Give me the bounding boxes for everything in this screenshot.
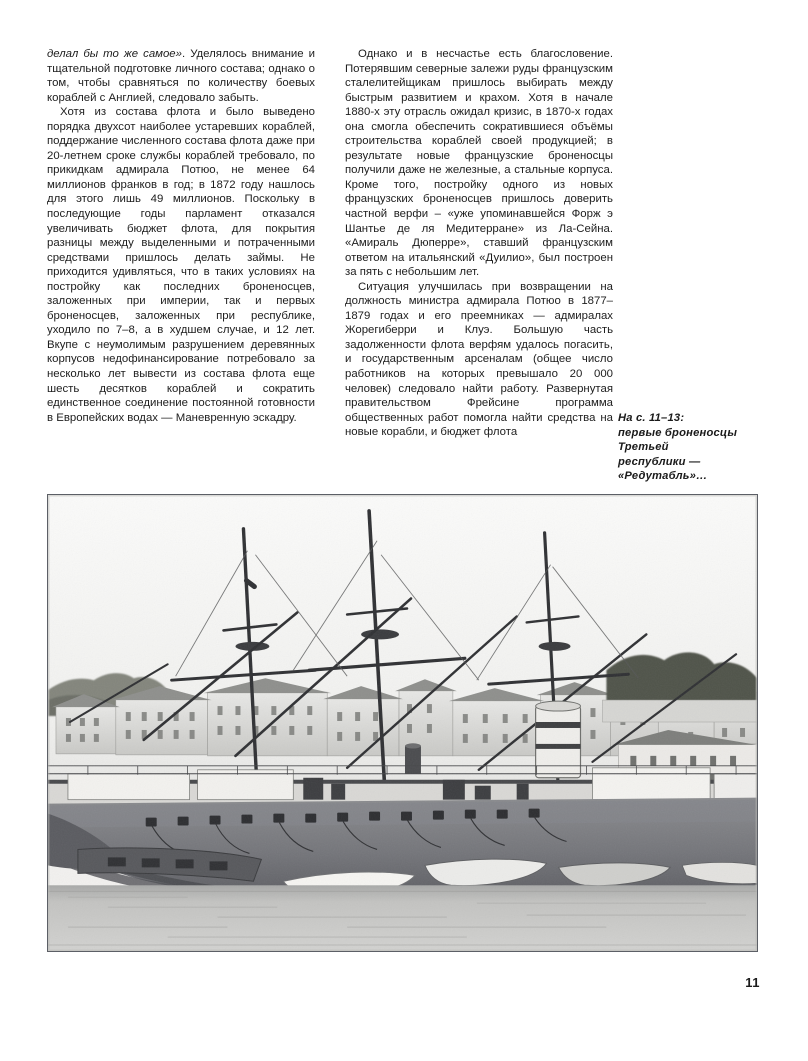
paragraph: Хотя из состава флота и было выведено порядка двухсот наиболее устаревших кораблей, поддержание численного состава флота даже при 20-летнем сроке службы кораблей требовало, по прикидкам адмирала Потюо, не менее 64 миллионов франков в год; в 1872 году нашлось для этого лишь 49 миллионов. Поскольку в последующие годы парламент отказался увеличивать бюджет флота, для покрытия разницы между выделенными и потраченными средствами пришлось делать займы. Не приходится удивляться, что в таких условиях на постройку как последних броненосцев, заложенных при империи, так и первых броненосцев, заложенных при республике, уходило по 7–8, а в худшем случае, и 12 лет. Вкупе с неумолимым разрушением деревянных корпусов недофинансирование потребовало за несколько лет вывести из состава флота еще шесть десятков кораблей и сократить единственное соединение постоянной готовности в Европейских водах — Маневренную эскадру. [47,106,315,424]
page-number: 11 [745,975,760,990]
paragraph: Ситуация улучшилась при возвращении на должность министра адмирала Потюо в 1877–1879 годах и его преемниках — адмиралах Жорегиберри и Клуэ. Большую часть задолженности флота верфям удалось погасить, и государственным арсеналам (общее число работников на которых превышало 20 000 человек) следовало найти работу. Развернутая правительством Фрейсине программа общественных работ помогла найти средства на новые корабли, и бюджет флота [345,280,613,439]
caption-line: Третьей [618,441,669,454]
photograph-illustration [48,495,757,951]
paragraph: Однако и в несчастье есть благословение. Потерявшим северные залежи руды французским сталелитейщикам пришлось выбирать между быстрым развитием и крахом. Хотя в начале 1880-х эту отрасль ожидал кризис, в 1870-х годах она смогла обеспечить сократившиеся объёмы строительства кораблей своей продукцией; в результате новые французские броненосцы получили даже не железные, а стальные корпуса. Кроме того, постройку одного из новых французских броненосцев пришлось доверить частной верфи – «уже упоминавшейся Форж э Шантье де ля Медитерране» из Ла-Сейна. «Амираль Дюперре», ставший французским ответом на итальянский «Дуилио», был построен за пять с небольшим лет. [345,48,613,279]
photograph-frame [47,494,758,952]
column-right [345,47,613,440]
column-left [47,47,315,425]
italic-quote-run: делал бы то же самое» [47,48,182,60]
caption-line: республики — [618,455,701,468]
caption-line: первые броненосцы [618,426,738,439]
paragraph [47,47,315,105]
photograph [48,495,757,951]
figure-caption [618,411,768,484]
caption-line: На с. 11–13: [618,412,685,424]
caption-line: «Редутабль»… [618,470,708,483]
paragraph-text: . Уделялось внимание и тщательной подготовке личного состава; однако о том, чтобы сравняться по количеству боевых кораблей с Англией, следовало забыть. [47,48,315,104]
